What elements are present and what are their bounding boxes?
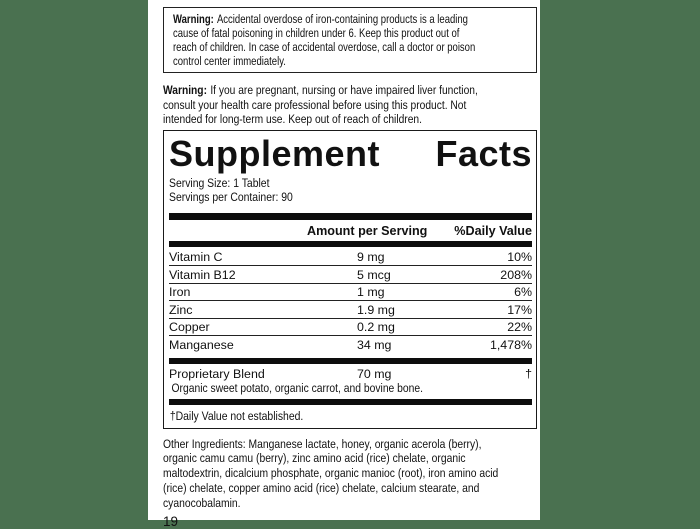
warning-label: Warning: <box>173 12 214 26</box>
blend-amount: 70 mg <box>357 366 392 381</box>
label-content <box>163 7 537 529</box>
nutrient-name: Vitamin B12 <box>169 267 236 282</box>
supplement-facts-panel <box>163 130 537 429</box>
blend-daily-value: † <box>525 366 532 381</box>
warning-box <box>163 7 537 73</box>
table-row <box>169 336 532 353</box>
warning-note-line <box>163 83 537 98</box>
warning-box-line: control center immediately. <box>173 54 286 68</box>
blend-name: Proprietary Blend <box>169 366 265 381</box>
serving-size: Serving Size: 1 Tablet <box>169 175 270 190</box>
warning-note-line: consult your health care professional before using this product. Not <box>163 97 467 112</box>
warning-box-line <box>173 12 527 26</box>
nutrient-amount: 1.9 mg <box>357 302 395 317</box>
nutrient-name: Vitamin C <box>169 250 223 265</box>
daily-value-footnote: †Daily Value not established. <box>169 408 304 423</box>
nutrient-daily-value: 10% <box>507 250 532 265</box>
proprietary-blend-row <box>169 364 532 381</box>
nutrient-daily-value: 22% <box>507 320 532 335</box>
supplement-facts-title <box>169 132 532 174</box>
nutrient-amount: 5 mcg <box>357 267 391 282</box>
other-ingredients <box>163 437 537 511</box>
other-ingredients-line: (rice) chelate, copper amino acid (rice) chelate, calcium stearate, and <box>163 480 480 495</box>
table-row <box>169 266 532 284</box>
nutrient-amount: 1 mg <box>357 285 385 300</box>
nutrient-name: Manganese <box>169 337 234 352</box>
title-word-supplement: Supplement <box>169 132 381 174</box>
nutrient-name: Iron <box>169 285 191 300</box>
table-row <box>169 284 532 302</box>
nutrient-amount: 0.2 mg <box>357 320 395 335</box>
page-number: 19 <box>163 514 179 529</box>
nutrient-name: Zinc <box>169 302 193 317</box>
warning-text: Accidental overdose of iron-containing products is a leading <box>216 12 468 26</box>
warning-text: If you are pregnant, nursing or have impaired liver function, <box>210 83 478 97</box>
nutrient-daily-value: 1,478% <box>489 337 532 352</box>
nutrient-amount: 9 mg <box>357 250 385 265</box>
servings-per-container: Servings per Container: 90 <box>169 190 293 205</box>
warning-box-line: cause of fatal poisoning in children under 6. Keep this product out of <box>173 26 460 40</box>
column-header-daily-value: %Daily Value <box>454 223 532 238</box>
warning-box-line: reach of children. In case of accidental overdose, call a doctor or poison <box>173 40 476 54</box>
other-ingredients-line: Other Ingredients: Manganese lactate, honey, organic acerola (berry), <box>163 436 482 451</box>
nutrient-daily-value: 208% <box>500 267 532 282</box>
warning-note-line: intended for long-term use. Keep out of reach of children. <box>163 112 422 127</box>
other-ingredients-line: organic camu camu (berry), zinc amino acid (rice) chelate, organic <box>163 451 466 466</box>
other-ingredients-line: cyanocobalamin. <box>163 495 241 510</box>
table-row <box>169 319 532 337</box>
nutrient-daily-value: 17% <box>507 302 532 317</box>
nutrient-daily-value: 6% <box>514 285 532 300</box>
warning-label: Warning: <box>163 83 207 97</box>
nutrient-amount: 34 mg <box>357 337 392 352</box>
table-row <box>169 301 532 319</box>
other-ingredients-line: maltodextrin, dicalcium phosphate, organic manioc (root), iron amino acid <box>163 466 499 481</box>
divider-bar <box>169 213 532 220</box>
table-row <box>169 249 532 267</box>
blend-description: Organic sweet potato, organic carrot, and bovine bone. <box>171 380 424 395</box>
column-header-amount: Amount per Serving <box>307 223 428 238</box>
table-header <box>169 220 532 241</box>
title-word-facts: Facts <box>435 132 532 174</box>
divider-bar <box>169 241 532 247</box>
label-paper <box>148 0 540 529</box>
nutrient-name: Copper <box>169 320 210 335</box>
warning-note <box>163 83 537 127</box>
nutrient-table <box>169 249 532 353</box>
